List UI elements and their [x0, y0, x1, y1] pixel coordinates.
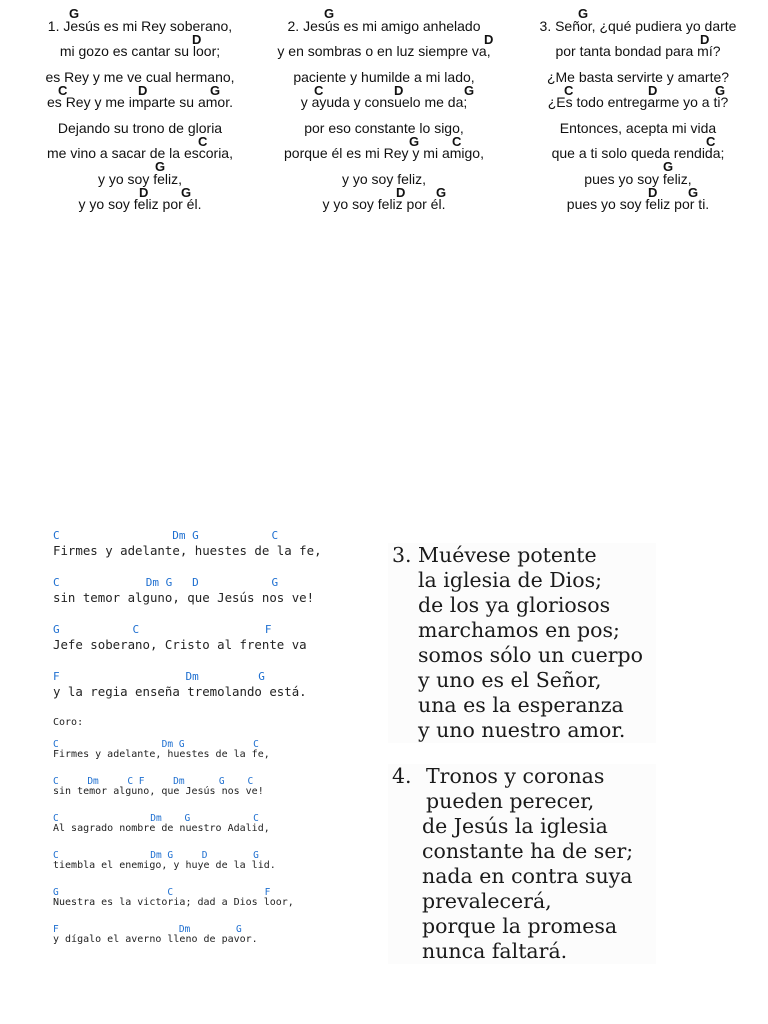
lyric-text: ¿Me basta servirte y amarte? [546, 68, 730, 85]
stanza-line [274, 110, 494, 136]
lyric-text: por tanta bondad para mí? [555, 43, 721, 59]
chord-line: F Dm G [53, 924, 242, 935]
stanza-verse-line: prevalecerá, [422, 889, 552, 913]
stanza-line [528, 8, 748, 34]
chord-label: C [452, 133, 462, 149]
chord-label: G [436, 184, 447, 200]
lyric-text: es Rey y me imparte su amor. [47, 94, 233, 110]
chord-chart-row [53, 623, 353, 670]
lyric-line: Al sagrado nombre de nuestro Adalid, [53, 823, 270, 834]
lyric-text: por eso constante lo sigo, [304, 119, 464, 136]
lyric-text: 3. Señor, ¿qué pudiera yo darte [539, 17, 737, 34]
lyric-text: y ayuda y consuelo me da; [300, 94, 468, 110]
chord-label: C [314, 82, 324, 98]
stanza-verse-line: Muévese potente [418, 543, 597, 567]
lyric-text: pues yo soy feliz por ti. [566, 196, 710, 212]
stanza-line [528, 110, 748, 136]
serif-stanza-4 [388, 764, 656, 964]
stanza-line [274, 31, 494, 60]
stanza-line [528, 31, 748, 60]
stanza-verse-line: de los ya gloriosos [418, 593, 611, 617]
stanza-column-3 [528, 8, 748, 212]
lyric-text: paciente y humilde a mi lado, [293, 68, 475, 85]
lyric-text: 1. Jesús es mi Rey soberano, [47, 17, 233, 34]
lyric-line: y la regia enseña tremolando está. [53, 684, 307, 699]
chord-chart-row [53, 850, 353, 887]
lyric-text: Dejando su trono de gloria [57, 119, 223, 136]
chord-label: C [706, 133, 716, 149]
stanza-line [30, 184, 250, 213]
chord-label: D [700, 31, 710, 47]
lyric-text: Entonces, acepta mi vida [559, 119, 717, 136]
chord-label: D [648, 184, 658, 200]
stanza-line [528, 82, 748, 111]
stanza-verse-line: marchamos en pos; [418, 618, 620, 642]
chord-label: G [688, 184, 699, 200]
stanza-verse-line: Tronos y coronas [426, 764, 605, 788]
stanza-line [528, 133, 748, 162]
stanza-line [30, 110, 250, 136]
chord-label: G [715, 82, 726, 98]
lyric-text: es Rey y me ve cual hermano, [45, 68, 235, 85]
chord-label: D [484, 31, 494, 47]
stanza-verse-line: nada en contra suya [422, 864, 633, 888]
chord-line: C Dm G D G [53, 850, 259, 861]
chord-label: C [58, 82, 68, 98]
lyric-text: y yo soy feliz por él. [322, 196, 446, 212]
lyric-text: ¿Es todo entregarme yo a ti? [547, 94, 729, 110]
serif-stanza-3 [388, 543, 656, 743]
stanza-line [274, 133, 494, 162]
chord-chart [53, 529, 353, 961]
stanza-line [274, 59, 494, 85]
chord-line: C Dm C F Dm G C [53, 776, 254, 787]
chord-line: F Dm G [53, 670, 265, 683]
lyric-line: Firmes y adelante, huestes de la fe, [53, 749, 270, 760]
chord-line: G C F [53, 623, 272, 636]
chord-label: G [663, 159, 674, 174]
lyric-text: y yo soy feliz por él. [78, 196, 202, 212]
chord-label: D [138, 82, 148, 98]
chord-line: G C F [53, 887, 271, 898]
stanza-column-1 [30, 8, 250, 212]
chord-label: G [210, 82, 221, 98]
lyric-text: porque él es mi Rey y mi amigo, [284, 145, 484, 161]
chord-line: C Dm G C [53, 739, 259, 750]
stanza-line [30, 31, 250, 60]
chord-label: G [324, 6, 335, 21]
lyric-text: y yo soy feliz, [341, 170, 427, 187]
lyric-text: que a ti solo queda rendida; [551, 145, 725, 161]
stanza-number: 3. [392, 543, 412, 567]
chord-label: D [648, 82, 658, 98]
chord-chart-row [53, 739, 353, 776]
stanza-verse-line: porque la promesa [422, 914, 618, 938]
chord-chart-row [53, 776, 353, 813]
chord-chart-row [53, 924, 353, 961]
stanza-verse-line: somos sólo un cuerpo [418, 643, 643, 667]
chord-chart-row [53, 529, 353, 576]
chord-line: C Dm G D G [53, 576, 279, 589]
chord-chart-row [53, 670, 353, 717]
stanza-line [30, 82, 250, 111]
chord-label: G [155, 159, 166, 174]
stanza-verse-line: una es la esperanza [418, 693, 624, 717]
lyric-line: Firmes y adelante, huestes de la fe, [53, 543, 322, 558]
stanza-line [528, 59, 748, 85]
chord-label: D [139, 184, 149, 200]
chord-label: G [69, 6, 80, 21]
stanza-line [528, 161, 748, 187]
stanza-verse-line: constante ha de ser; [422, 839, 634, 863]
stanza-line [274, 82, 494, 111]
chord-label: C [564, 82, 574, 98]
stanza-verse-line: y uno es el Señor, [418, 668, 602, 692]
chord-label: G [464, 82, 475, 98]
chord-chart-row [53, 813, 353, 850]
lyric-line: Nuestra es la victoria; dad a Dios loor, [53, 897, 294, 908]
stanza-number: 4. [392, 764, 412, 788]
stanza-line [274, 161, 494, 187]
lyric-text: pues yo soy feliz, [584, 170, 692, 187]
lyric-text: mi gozo es cantar su loor; [59, 43, 221, 59]
lyric-text: 2. Jesús es mi amigo anhelado [287, 17, 481, 34]
chord-label: D [394, 82, 404, 98]
chord-label: G [181, 184, 192, 200]
chord-chart-row [53, 887, 353, 924]
chord-line: C Dm G C [53, 813, 259, 824]
chord-label: G [578, 6, 589, 21]
stanza-verse-line: y uno nuestro amor. [418, 718, 626, 742]
stanza-verse-line: la iglesia de Dios; [418, 568, 603, 592]
chord-label: D [396, 184, 406, 200]
stanza-verse-line: pueden perecer, [426, 789, 595, 813]
lyric-text: me vino a sacar de la escoria, [47, 145, 233, 161]
chord-line: C Dm G C [53, 529, 279, 542]
lyric-line: tiembla el enemigo, y huye de la lid. [53, 860, 276, 871]
lyric-line: sin temor alguno, que Jesús nos ve! [53, 590, 315, 605]
lyric-line: y dígalo el averno lleno de pavor. [53, 934, 258, 945]
chord-label: C [198, 133, 208, 149]
stanza-line [528, 184, 748, 213]
stanza-line [274, 184, 494, 213]
stanza-line [30, 161, 250, 187]
stanza-column-2 [274, 8, 494, 212]
stanza-line [274, 8, 494, 34]
stanza-line [30, 8, 250, 34]
lyric-text: y en sombras o en luz siempre va, [277, 43, 491, 59]
lyric-line: Jefe soberano, Cristo al frente va [53, 637, 307, 652]
coro-label: Coro: [53, 717, 84, 728]
stanza-line [30, 59, 250, 85]
stanza-verse-line: de Jesús la iglesia [422, 814, 608, 838]
stanza-verse-line: nunca faltará. [422, 939, 568, 963]
stanza-line [30, 133, 250, 162]
chord-chart-row [53, 576, 353, 623]
lyric-line: sin temor alguno, que Jesús nos ve! [53, 786, 264, 797]
chord-label: D [192, 31, 202, 47]
chord-label: G [409, 133, 420, 149]
lyric-text: y yo soy feliz, [97, 170, 183, 187]
